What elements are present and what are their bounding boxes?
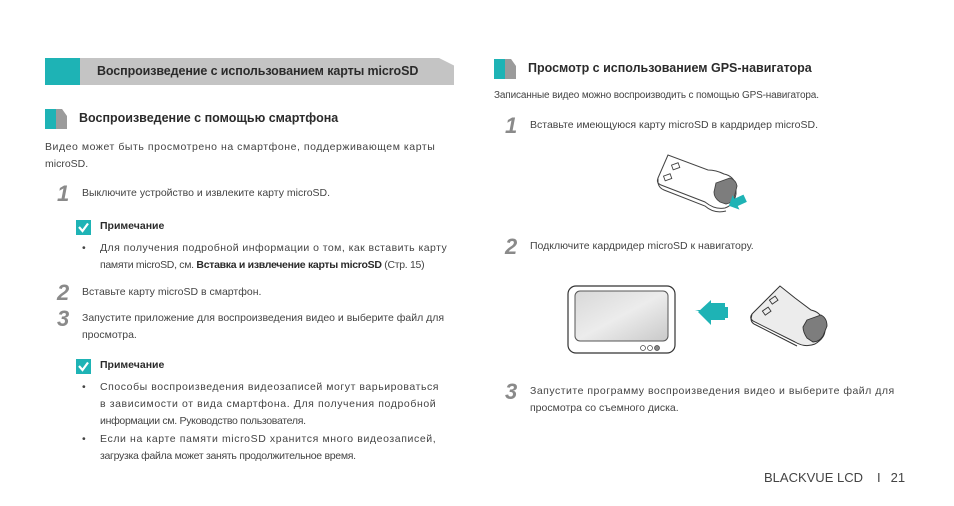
intro-paragraph <box>45 139 461 173</box>
manual-page: Воспроизведение с использованием карты microSD Воспроизведение с помощью смартфона Видео может быть просмотрено на смартфоне, поддерживающем карты microSD. 1 Выключите устройство и извлеките карту microSD. Примечание • Для получения подробной информации о том, как вставить карту памяти microSD, см. Вставка и извлечение карты microSD (Стр. 15) 2 Вставьте карту microSD в смартфон. 3 Запустите приложение для воспроизведения видео и выберите файл для просмотра. Примечание • Способы воспроизведения видеозаписей могут варьироваться в зависимости от вида смартфона. Для получения подробной информации см. Руководство пользователя. • Если на карте памяти microSD хранится много видеозаписей, загрузка файла может занять продолжительное время. Просмотр с использованием GPS-навигатора Записанные видео можно воспроизводить с помощью GPS-навигатора. 1 Вставьте имеющуюся карту microSD в кардридер microSD. 2 Подключите кардридер microSD к навигатору. 3 Запустите программу воспроизведения видео и выберите файл для просмотра со съемного диска. BLACKVUE LCD I 21 <box>0 0 954 506</box>
subheading-label: Просмотр с использованием GPS-навигатора <box>528 61 812 75</box>
page-footer <box>764 470 905 485</box>
step-text: Выключите устройство и извлеките карту microSD. <box>82 187 331 199</box>
step-text: Запустите программу воспроизведения видео и выберите файл для просмотра со съемного диска. <box>530 385 895 414</box>
check-icon <box>76 359 91 374</box>
subheading-marker-icon <box>45 109 67 129</box>
intro-line: Видео может быть просмотрено на смартфоне, поддерживающем карты <box>45 141 436 153</box>
intro-line: microSD. <box>45 158 89 170</box>
check-icon <box>76 220 91 235</box>
step-number: 3 <box>57 306 70 331</box>
banner-accent <box>45 58 80 85</box>
step-number: 3 <box>505 379 518 404</box>
step-text: Вставьте карту microSD в смартфон. <box>82 286 262 298</box>
cross-reference-link: Вставка и извлечение карты microSD <box>196 259 382 271</box>
gps-intro: Записанные видео можно воспроизводить с помощью GPS-навигатора. <box>494 90 819 101</box>
bullet-icon: • <box>82 381 86 393</box>
step-text: Подключите кардридер microSD к навигатору. <box>530 240 754 252</box>
section-banner <box>45 58 454 85</box>
bullet-icon: • <box>82 433 86 445</box>
note-line: Для получения подробной информации о том, как вставить карту <box>100 242 448 254</box>
bullet-icon: • <box>82 242 86 254</box>
subheading-label: Воспроизведение с помощью смартфона <box>79 111 339 125</box>
step-number: 1 <box>505 113 518 138</box>
footer-separator: I <box>876 470 881 485</box>
product-name: BLACKVUE LCD <box>764 470 863 485</box>
note-heading: Примечание <box>100 220 165 232</box>
note-heading: Примечание <box>100 359 165 371</box>
subheading-marker-icon <box>494 59 516 79</box>
page-number: 21 <box>890 470 906 485</box>
step-number: 2 <box>505 234 518 259</box>
card-reader-illustration <box>650 150 755 215</box>
note-line: памяти microSD, см. Вставка и извлечение карты microSD (Стр. 15) <box>100 259 425 271</box>
step-text: Вставьте имеющуюся карту microSD в кардридер microSD. <box>530 119 819 131</box>
navigator-illustration <box>565 282 850 357</box>
step-number: 1 <box>57 181 70 206</box>
step-number: 2 <box>57 280 70 305</box>
section-title: Воспроизведение с использованием карты microSD <box>97 64 419 78</box>
step-text: Запустите приложение для воспроизведения видео и выберите файл для просмотра. <box>82 312 445 341</box>
